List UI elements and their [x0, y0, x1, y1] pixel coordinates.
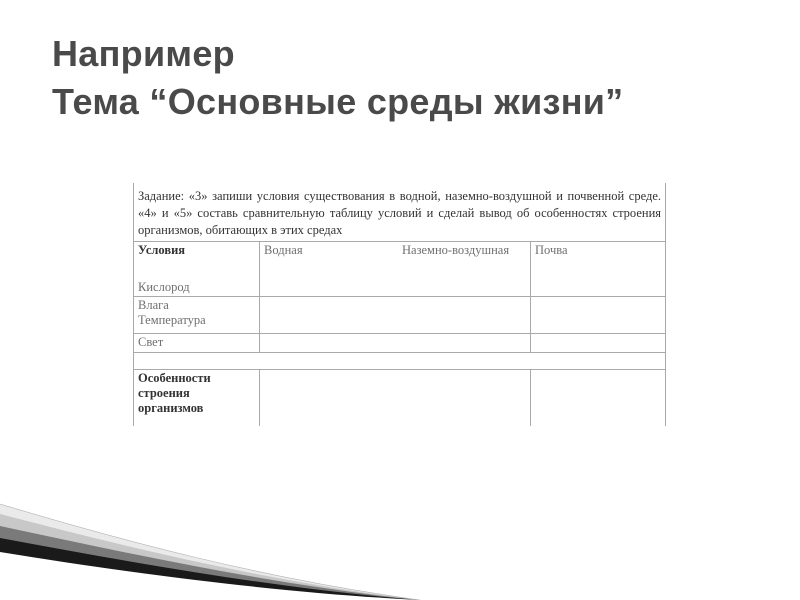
table-header-row	[134, 242, 666, 297]
light-label: Свет	[134, 334, 260, 353]
table-cell	[260, 297, 531, 334]
table-cell	[260, 370, 531, 427]
task-row	[134, 183, 666, 242]
decorative-swoosh	[0, 490, 420, 600]
humidity-label: Влага	[138, 298, 169, 312]
humidity-temperature-cell	[134, 297, 260, 334]
title-line-1: Например	[52, 33, 235, 74]
conditions-header-cell	[134, 242, 260, 297]
temperature-label: Температура	[138, 313, 206, 327]
task-table	[133, 183, 666, 426]
soil-header: Почва	[531, 242, 666, 297]
table-cell	[531, 334, 666, 353]
table-row	[134, 334, 666, 353]
slide-title	[52, 30, 623, 126]
conditions-header: Условия	[138, 243, 186, 257]
air-header: Наземно-воздушная	[402, 243, 510, 257]
table-row	[134, 297, 666, 334]
water-header: Водная	[264, 243, 303, 257]
table-row	[134, 353, 666, 370]
features-label: Особенности строения организмов	[134, 370, 260, 427]
oxygen-label: Кислород	[138, 280, 190, 294]
table-cell	[260, 334, 531, 353]
blank-separator-row	[134, 353, 666, 370]
table-cell	[531, 370, 666, 427]
task-text: Задание: «3» запиши условия существования в водной, наземно-воздушной и почвенной среде. «4» и «5» составь сравнительную таблицу условий и сделай вывод об особенностях строения организмов, обитающих в этих средах	[134, 183, 666, 242]
environment-header-cell	[260, 242, 531, 297]
table-cell	[531, 297, 666, 334]
title-line-2: Тема “Основные среды жизни”	[52, 81, 624, 122]
table-row	[134, 370, 666, 427]
